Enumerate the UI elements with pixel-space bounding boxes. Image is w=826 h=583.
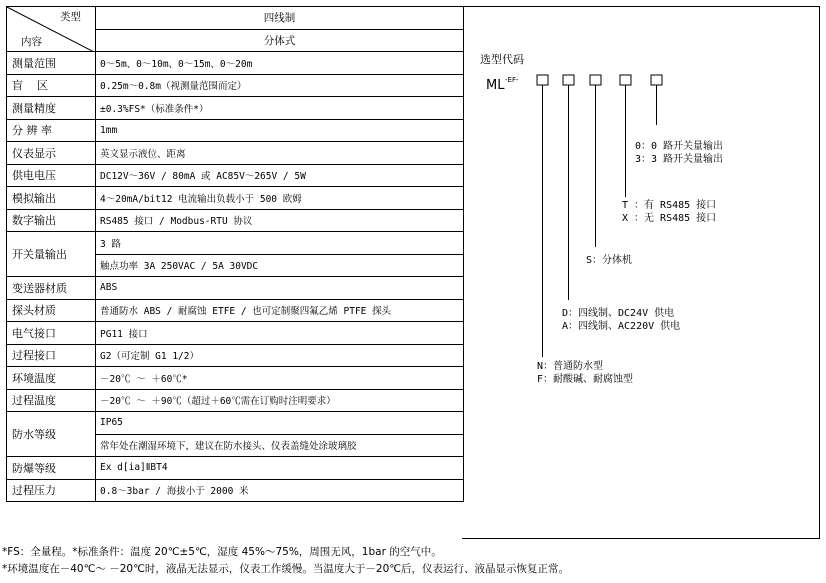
spec-value: RS485 接口 / Modbus-RTU 协议 <box>96 209 464 232</box>
spec-label: 过程接口 <box>7 344 96 367</box>
spec-row <box>7 187 464 210</box>
spec-label: 变送器材质 <box>7 277 96 300</box>
model-prefix: ML <box>486 78 505 93</box>
opt3-line-1: S：分体机 <box>586 255 633 266</box>
spec-table-body <box>7 7 464 502</box>
corner-content-label: 内容 <box>21 36 42 48</box>
spec-value: 普通防水 ABS / 耐腐蚀 ETFE / 也可定制聚四氟乙烯 PTFE 探头 <box>96 299 464 322</box>
spec-value: ±0.3%FS*（标准条件*） <box>96 97 464 120</box>
selection-panel <box>462 6 820 539</box>
spec-label: 探头材质 <box>7 299 96 322</box>
spec-table <box>6 6 464 502</box>
opt1-line-1: N：普通防水型 <box>537 361 604 372</box>
selection-diagram <box>462 7 820 540</box>
opt4-line-1: T ：有 RS485 接口 <box>622 200 717 211</box>
code-box-4 <box>620 75 631 85</box>
opt2-line-2: A：四线制、AC220V 供电 <box>562 321 681 332</box>
column-subtitle: 分体式 <box>96 29 464 52</box>
spec-value-secondary: 常年处在潮湿环境下，建议在防水接头、仪表盖缝处涂玻璃胶 <box>96 434 464 457</box>
spec-label: 防水等级 <box>7 412 96 457</box>
code-box-2 <box>563 75 574 85</box>
spec-row <box>7 119 464 142</box>
selection-title: 选型代码 <box>480 53 524 66</box>
spec-value: IP65 <box>96 412 464 435</box>
model-prefix-suffix: -EF- <box>505 76 519 84</box>
spec-row <box>7 299 464 322</box>
spec-label: 过程温度 <box>7 389 96 412</box>
spec-row <box>7 277 464 300</box>
spec-label: 防爆等级 <box>7 457 96 480</box>
spec-row <box>7 52 464 75</box>
spec-value: 英文显示液位、距离 <box>96 142 464 165</box>
spec-row <box>7 142 464 165</box>
spec-label: 环境温度 <box>7 367 96 390</box>
spec-value: 1mm <box>96 119 464 142</box>
opt5-line-1: 0：0 路开关量输出 <box>635 141 724 152</box>
footnote-2: *环境温度在－40℃～ －20℃时，液晶无法显示，仪表工作缓慢。当温度大于－20℃后，仪表运行、液晶显示恢复正常。 <box>2 563 570 575</box>
spec-value: G2（可定制 G1 1/2） <box>96 344 464 367</box>
spec-label: 开关量输出 <box>7 232 96 277</box>
spec-label: 模拟输出 <box>7 187 96 210</box>
spec-value: －20℃ ～ ＋60℃* <box>96 367 464 390</box>
corner-type-label: 类型 <box>60 11 81 23</box>
opt2-line-1: D：四线制、DC24V 供电 <box>562 308 675 319</box>
spec-label: 供电电压 <box>7 164 96 187</box>
spec-value: －20℃ ～ ＋90℃（超过＋60℃需在订购时注明要求） <box>96 389 464 412</box>
code-box-3 <box>590 75 601 85</box>
code-boxes <box>537 75 662 85</box>
header-row-1 <box>7 7 464 30</box>
spec-row <box>7 322 464 345</box>
spec-row <box>7 344 464 367</box>
spec-row <box>7 457 464 480</box>
footnote-1: *FS：全量程。*标准条件：温度 20℃±5℃，湿度 45%～75%，周围无风，1bar 的空气中。 <box>2 546 442 558</box>
spec-value: 0.8～3bar / 海拔小于 2000 米 <box>96 479 464 502</box>
spec-value: 0.25m～0.8m（视测量范围而定） <box>96 74 464 97</box>
spec-label: 测量精度 <box>7 97 96 120</box>
spec-label: 过程压力 <box>7 479 96 502</box>
spec-value: ABS <box>96 277 464 300</box>
spec-label: 测量范围 <box>7 52 96 75</box>
spec-label: 数字输出 <box>7 209 96 232</box>
column-title: 四线制 <box>96 7 464 30</box>
spec-row <box>7 164 464 187</box>
opt5-line-2: 3：3 路开关量输出 <box>635 154 724 165</box>
footnotes <box>2 544 569 578</box>
spec-row <box>7 209 464 232</box>
spec-value: 4～20mA/bit12 电流输出负载小于 500 欧姆 <box>96 187 464 210</box>
spec-label: 分 辨 率 <box>7 119 96 142</box>
spec-row <box>7 389 464 412</box>
code-box-1 <box>537 75 548 85</box>
spec-value: Ex d[ia]ⅡBT4 <box>96 457 464 480</box>
spec-label: 盲 区 <box>7 74 96 97</box>
header-corner <box>7 7 96 52</box>
spec-row <box>7 97 464 120</box>
spec-label: 电气接口 <box>7 322 96 345</box>
spec-label: 仪表显示 <box>7 142 96 165</box>
spec-value: 0～5m、0～10m、0～15m、0～20m <box>96 52 464 75</box>
spec-row <box>7 74 464 97</box>
spec-value: 3 路 <box>96 232 464 255</box>
code-box-5 <box>651 75 662 85</box>
spec-value: DC12V～36V / 80mA 或 AC85V～265V / 5W <box>96 164 464 187</box>
spec-value-secondary: 触点功率 3A 250VAC / 5A 30VDC <box>96 254 464 277</box>
opt1-line-2: F：耐酸碱、耐腐蚀型 <box>537 374 634 385</box>
spec-row <box>7 367 464 390</box>
opt4-line-2: X ：无 RS485 接口 <box>622 213 717 224</box>
spec-row <box>7 479 464 502</box>
spec-row <box>7 412 464 435</box>
spec-value: PG11 接口 <box>96 322 464 345</box>
spec-row <box>7 232 464 255</box>
